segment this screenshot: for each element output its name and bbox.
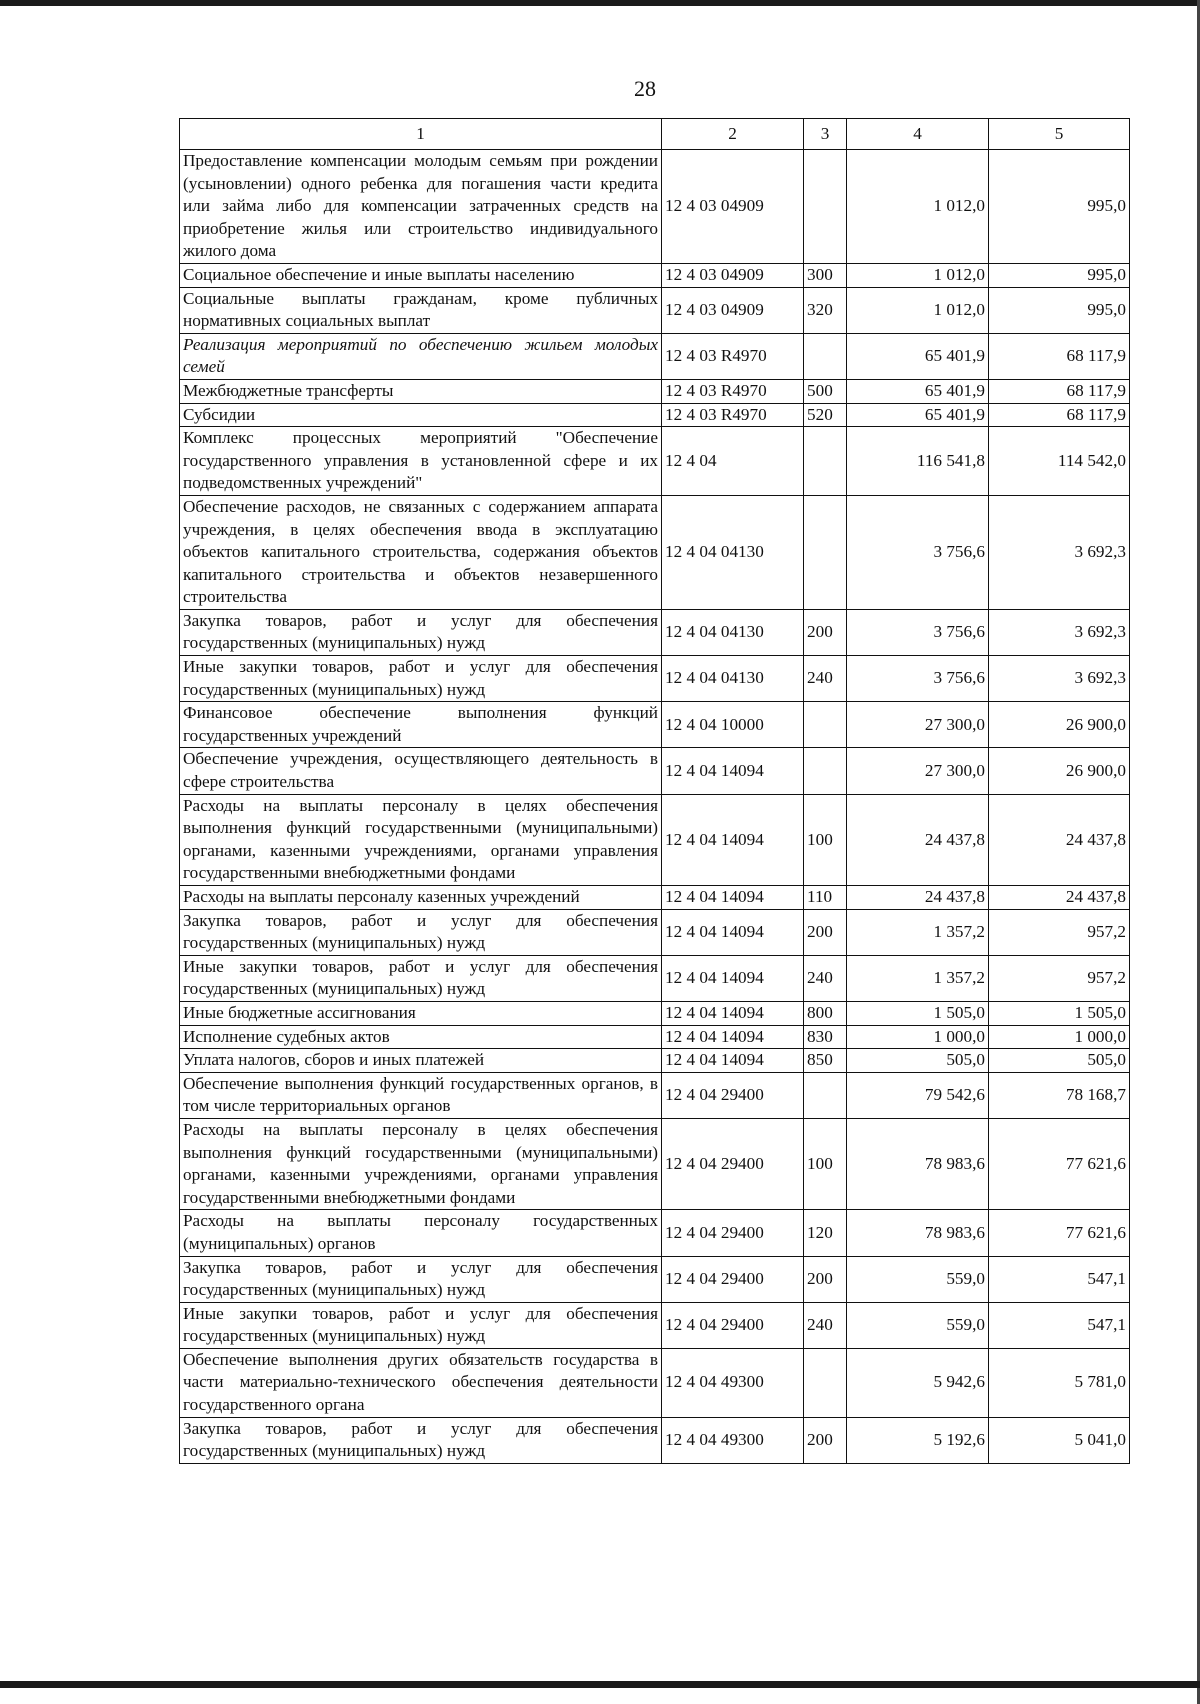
- row-name-cell: Субсидии: [180, 403, 662, 427]
- row-value-cell: 26 900,0: [989, 702, 1130, 748]
- header-cell-4: 4: [847, 119, 989, 150]
- row-name-cell: Обеспечение учреждения, осуществляющего деятельность в сфере строительства: [180, 748, 662, 794]
- row-value-cell: 77 621,6: [989, 1210, 1130, 1256]
- row-value-cell: 79 542,6: [847, 1072, 989, 1118]
- row-value-cell: 1 505,0: [989, 1001, 1130, 1025]
- row-value-cell: 78 983,6: [847, 1210, 989, 1256]
- row-value-cell: 114 542,0: [989, 427, 1130, 496]
- row-code-cell: 12 4 04 49300: [662, 1348, 804, 1417]
- row-value-cell: 1 357,2: [847, 955, 989, 1001]
- row-value-cell: 3 756,6: [847, 656, 989, 702]
- page-number: 28: [634, 76, 656, 101]
- row-type-cell: 110: [804, 886, 847, 910]
- header-cell-2: 2: [662, 119, 804, 150]
- table-row: [180, 886, 1130, 910]
- row-code-cell: 12 4 04 04130: [662, 495, 804, 609]
- table-row: [180, 1025, 1130, 1049]
- row-name-cell: Уплата налогов, сборов и иных платежей: [180, 1049, 662, 1073]
- row-name-cell: Комплекс процессных мероприятий "Обеспечение государственного управления в установленной сфере и их подведомственных учреждений": [180, 427, 662, 496]
- row-value-cell: 65 401,9: [847, 379, 989, 403]
- row-code-cell: 12 4 04: [662, 427, 804, 496]
- table-row: [180, 403, 1130, 427]
- row-name-cell: Исполнение судебных актов: [180, 1025, 662, 1049]
- row-value-cell: 1 012,0: [847, 287, 989, 333]
- row-code-cell: 12 4 03 R4970: [662, 333, 804, 379]
- row-name-cell: Социальные выплаты гражданам, кроме публичных нормативных социальных выплат: [180, 287, 662, 333]
- row-type-cell: 830: [804, 1025, 847, 1049]
- table-row: [180, 1256, 1130, 1302]
- table-row: [180, 150, 1130, 264]
- row-value-cell: 78 168,7: [989, 1072, 1130, 1118]
- budget-table: [179, 118, 1130, 1464]
- row-name-cell: Закупка товаров, работ и услуг для обеспечения государственных (муниципальных) нужд: [180, 909, 662, 955]
- row-code-cell: 12 4 04 29400: [662, 1072, 804, 1118]
- header-cell-1: 1: [180, 119, 662, 150]
- row-value-cell: 27 300,0: [847, 748, 989, 794]
- row-type-cell: [804, 495, 847, 609]
- row-value-cell: 957,2: [989, 909, 1130, 955]
- row-value-cell: 65 401,9: [847, 333, 989, 379]
- row-type-cell: [804, 1072, 847, 1118]
- row-type-cell: 240: [804, 955, 847, 1001]
- row-code-cell: 12 4 04 14094: [662, 886, 804, 910]
- row-value-cell: 1 505,0: [847, 1001, 989, 1025]
- row-type-cell: 850: [804, 1049, 847, 1073]
- row-value-cell: 559,0: [847, 1256, 989, 1302]
- row-code-cell: 12 4 04 49300: [662, 1417, 804, 1463]
- row-type-cell: 300: [804, 263, 847, 287]
- row-name-cell: Обеспечение выполнения функций государственных органов, в том числе территориальных органов: [180, 1072, 662, 1118]
- row-type-cell: 200: [804, 909, 847, 955]
- row-name-cell: Социальное обеспечение и иные выплаты населению: [180, 263, 662, 287]
- row-type-cell: 240: [804, 656, 847, 702]
- row-value-cell: 1 000,0: [989, 1025, 1130, 1049]
- table-row: [180, 263, 1130, 287]
- top-border: [0, 0, 1200, 6]
- row-value-cell: 995,0: [989, 150, 1130, 264]
- table-row: [180, 656, 1130, 702]
- row-name-cell: Расходы на выплаты персоналу в целях обеспечения выполнения функций государственными (муниципальными) органами, казенными учреждениями, органами управления государственными внебюджетными фондами: [180, 1118, 662, 1209]
- row-value-cell: 3 692,3: [989, 495, 1130, 609]
- table-row: [180, 379, 1130, 403]
- row-value-cell: 995,0: [989, 263, 1130, 287]
- table-row: [180, 1001, 1130, 1025]
- row-type-cell: [804, 333, 847, 379]
- table-row: [180, 333, 1130, 379]
- row-value-cell: 3 692,3: [989, 656, 1130, 702]
- row-name-cell: Финансовое обеспечение выполнения функций государственных учреждений: [180, 702, 662, 748]
- row-type-cell: [804, 1348, 847, 1417]
- row-value-cell: 3 756,6: [847, 609, 989, 655]
- row-code-cell: 12 4 03 04909: [662, 287, 804, 333]
- row-value-cell: 27 300,0: [847, 702, 989, 748]
- row-value-cell: 5 041,0: [989, 1417, 1130, 1463]
- row-value-cell: 3 756,6: [847, 495, 989, 609]
- row-value-cell: 24 437,8: [847, 794, 989, 885]
- row-name-cell: Закупка товаров, работ и услуг для обеспечения государственных (муниципальных) нужд: [180, 609, 662, 655]
- row-code-cell: 12 4 04 14094: [662, 1049, 804, 1073]
- row-type-cell: [804, 150, 847, 264]
- row-value-cell: 68 117,9: [989, 403, 1130, 427]
- table-row: [180, 1210, 1130, 1256]
- row-code-cell: 12 4 03 R4970: [662, 403, 804, 427]
- row-code-cell: 12 4 04 29400: [662, 1302, 804, 1348]
- row-value-cell: 547,1: [989, 1256, 1130, 1302]
- row-value-cell: 68 117,9: [989, 333, 1130, 379]
- row-type-cell: 200: [804, 1256, 847, 1302]
- row-value-cell: 68 117,9: [989, 379, 1130, 403]
- row-type-cell: 100: [804, 794, 847, 885]
- row-value-cell: 5 192,6: [847, 1417, 989, 1463]
- row-value-cell: 24 437,8: [989, 794, 1130, 885]
- row-value-cell: 77 621,6: [989, 1118, 1130, 1209]
- table-row: [180, 794, 1130, 885]
- row-type-cell: [804, 427, 847, 496]
- row-code-cell: 12 4 04 14094: [662, 955, 804, 1001]
- table-row: [180, 748, 1130, 794]
- table-row: [180, 1118, 1130, 1209]
- table-row: [180, 1348, 1130, 1417]
- row-name-cell: Расходы на выплаты персоналу государственных (муниципальных) органов: [180, 1210, 662, 1256]
- table-row: [180, 909, 1130, 955]
- row-type-cell: 240: [804, 1302, 847, 1348]
- row-code-cell: 12 4 04 14094: [662, 1001, 804, 1025]
- row-code-cell: 12 4 04 14094: [662, 794, 804, 885]
- row-code-cell: 12 4 04 04130: [662, 609, 804, 655]
- row-value-cell: 1 012,0: [847, 150, 989, 264]
- row-name-cell: Иные бюджетные ассигнования: [180, 1001, 662, 1025]
- table-row: [180, 427, 1130, 496]
- row-value-cell: 1 357,2: [847, 909, 989, 955]
- row-value-cell: 957,2: [989, 955, 1130, 1001]
- table-row: [180, 1049, 1130, 1073]
- row-name-cell: Расходы на выплаты персоналу казенных учреждений: [180, 886, 662, 910]
- row-type-cell: [804, 702, 847, 748]
- row-name-cell: Обеспечение выполнения других обязательств государства в части материально-технического обеспечения деятельности государственного органа: [180, 1348, 662, 1417]
- row-code-cell: 12 4 04 04130: [662, 656, 804, 702]
- row-code-cell: 12 4 04 14094: [662, 748, 804, 794]
- row-code-cell: 12 4 03 04909: [662, 150, 804, 264]
- row-value-cell: 505,0: [847, 1049, 989, 1073]
- row-type-cell: 100: [804, 1118, 847, 1209]
- table-row: [180, 1417, 1130, 1463]
- row-type-cell: 120: [804, 1210, 847, 1256]
- row-value-cell: 116 541,8: [847, 427, 989, 496]
- row-value-cell: 547,1: [989, 1302, 1130, 1348]
- row-type-cell: 320: [804, 287, 847, 333]
- table-row: [180, 287, 1130, 333]
- row-type-cell: 200: [804, 1417, 847, 1463]
- table-row: [180, 1302, 1130, 1348]
- row-code-cell: 12 4 03 04909: [662, 263, 804, 287]
- header-cell-5: 5: [989, 119, 1130, 150]
- row-type-cell: 500: [804, 379, 847, 403]
- row-type-cell: 800: [804, 1001, 847, 1025]
- table-header-row: [180, 119, 1130, 150]
- table-row: [180, 609, 1130, 655]
- row-value-cell: 5 781,0: [989, 1348, 1130, 1417]
- row-type-cell: 200: [804, 609, 847, 655]
- table-row: [180, 955, 1130, 1001]
- table-row: [180, 702, 1130, 748]
- row-value-cell: 995,0: [989, 287, 1130, 333]
- row-name-cell: Иные закупки товаров, работ и услуг для обеспечения государственных (муниципальных) нужд: [180, 1302, 662, 1348]
- row-code-cell: 12 4 04 10000: [662, 702, 804, 748]
- row-name-cell: Расходы на выплаты персоналу в целях обеспечения выполнения функций государственными (муниципальными) органами, казенными учреждениями, органами управления государственными внебюджетными фондами: [180, 794, 662, 885]
- row-code-cell: 12 4 04 29400: [662, 1210, 804, 1256]
- row-name-cell: Обеспечение расходов, не связанных с содержанием аппарата учреждения, в целях обеспечения ввода в эксплуатацию объектов капитального строительства, содержания объектов капитального строительства и объектов незавершенного строительства: [180, 495, 662, 609]
- row-type-cell: 520: [804, 403, 847, 427]
- row-value-cell: 5 942,6: [847, 1348, 989, 1417]
- row-code-cell: 12 4 03 R4970: [662, 379, 804, 403]
- row-value-cell: 1 012,0: [847, 263, 989, 287]
- table-row: [180, 495, 1130, 609]
- row-type-cell: [804, 748, 847, 794]
- table-row: [180, 1072, 1130, 1118]
- row-name-cell: Закупка товаров, работ и услуг для обеспечения государственных (муниципальных) нужд: [180, 1417, 662, 1463]
- row-value-cell: 24 437,8: [989, 886, 1130, 910]
- row-value-cell: 505,0: [989, 1049, 1130, 1073]
- row-value-cell: 3 692,3: [989, 609, 1130, 655]
- row-value-cell: 65 401,9: [847, 403, 989, 427]
- row-name-cell: Закупка товаров, работ и услуг для обеспечения государственных (муниципальных) нужд: [180, 1256, 662, 1302]
- row-name-cell: Реализация мероприятий по обеспечению жильем молодых семей: [180, 333, 662, 379]
- bottom-border: [0, 1681, 1200, 1688]
- header-cell-3: 3: [804, 119, 847, 150]
- row-name-cell: Иные закупки товаров, работ и услуг для обеспечения государственных (муниципальных) нужд: [180, 656, 662, 702]
- row-code-cell: 12 4 04 14094: [662, 909, 804, 955]
- row-value-cell: 1 000,0: [847, 1025, 989, 1049]
- row-code-cell: 12 4 04 29400: [662, 1118, 804, 1209]
- row-value-cell: 24 437,8: [847, 886, 989, 910]
- row-value-cell: 26 900,0: [989, 748, 1130, 794]
- row-value-cell: 559,0: [847, 1302, 989, 1348]
- row-value-cell: 78 983,6: [847, 1118, 989, 1209]
- row-code-cell: 12 4 04 29400: [662, 1256, 804, 1302]
- row-name-cell: Иные закупки товаров, работ и услуг для обеспечения государственных (муниципальных) нужд: [180, 955, 662, 1001]
- row-name-cell: Предоставление компенсации молодым семьям при рождении (усыновлении) одного ребенка для погашения части кредита или займа либо для компенсации затраченных средств на приобретение жилья или строительство индивидуального жилого дома: [180, 150, 662, 264]
- row-name-cell: Межбюджетные трансферты: [180, 379, 662, 403]
- row-code-cell: 12 4 04 14094: [662, 1025, 804, 1049]
